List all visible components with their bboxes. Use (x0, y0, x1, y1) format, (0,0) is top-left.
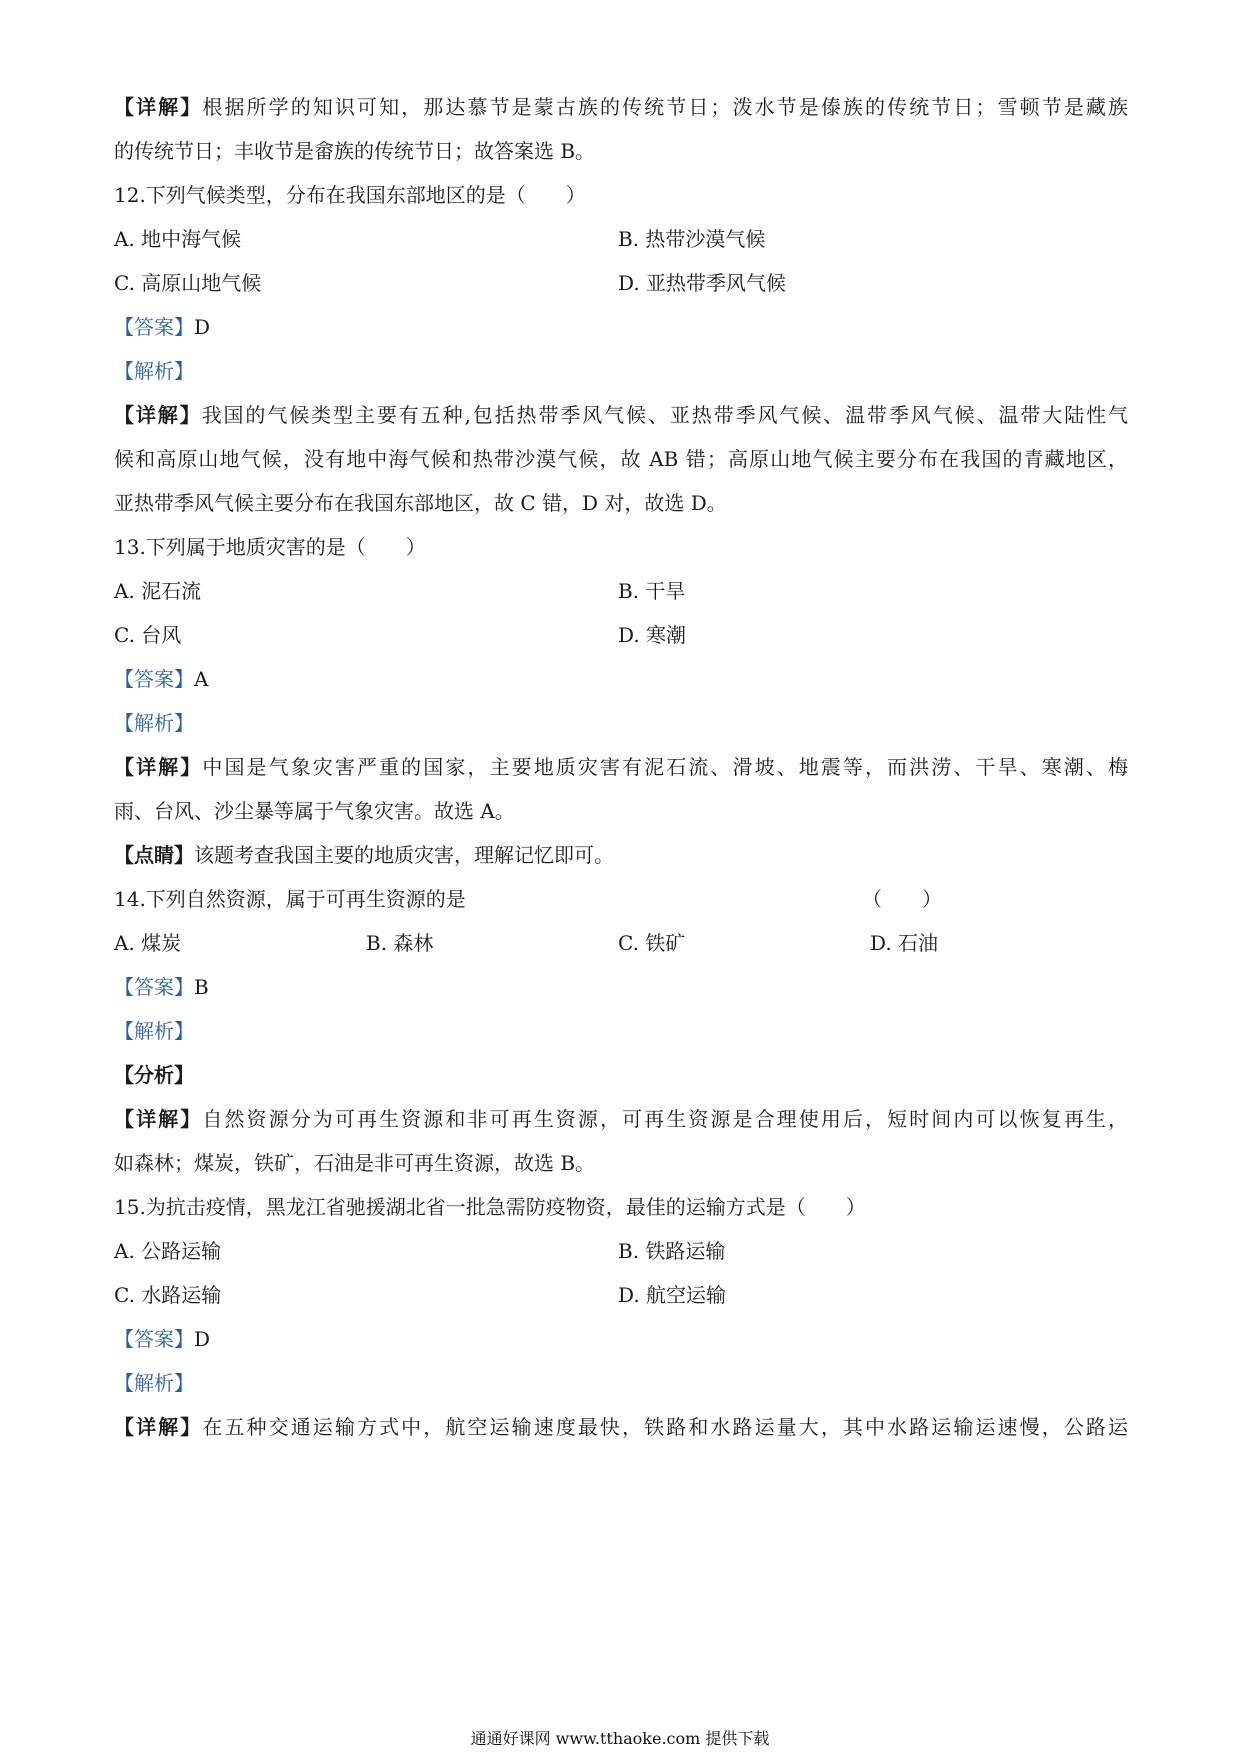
q13-detail-line-1: 【详解】中国是气象灾害严重的国家，主要地质灾害有泥石流、滑坡、地震等，而洪涝、干旱、寒潮、梅 (114, 755, 1129, 779)
q13-option-c: C. 台风 (114, 623, 182, 647)
q12-analysis-tag: 【解析】 (114, 359, 194, 383)
q15-analysis-tag: 【解析】 (114, 1371, 194, 1395)
q14-detail-line-1: 【详解】自然资源分为可再生资源和非可再生资源，可再生资源是合理使用后，短时间内可以恢复再生， (114, 1107, 1129, 1131)
detail-tag: 【详解】 (114, 403, 202, 427)
q14-option-a: A. 煤炭 (114, 931, 182, 955)
q15-detail-line-1: 【详解】在五种交通运输方式中，航空运输速度最快，铁路和水路运量大，其中水路运输运速慢，公路运 (114, 1415, 1129, 1439)
q15-option-d: D. 航空运输 (618, 1283, 727, 1307)
q13-answer: 【答案】A (114, 667, 209, 691)
question-12-stem: 12.下列气候类型，分布在我国东部地区的是（ ） (114, 183, 586, 207)
prev-detail-line-1: 【详解】根据所学的知识可知，那达慕节是蒙古族的传统节日；泼水节是傣族的传统节日；雪顿节是藏族 (114, 95, 1129, 119)
q14-option-c: C. 铁矿 (618, 931, 686, 955)
q13-point: 【点睛】该题考查我国主要的地质灾害，理解记忆即可。 (114, 843, 614, 867)
q15-option-c: C. 水路运输 (114, 1283, 222, 1307)
q12-option-d: D. 亚热带季风气候 (618, 271, 787, 295)
question-15-stem: 15.为抗击疫情，黑龙江省驰援湖北省一批急需防疫物资，最佳的运输方式是（ ） (114, 1195, 866, 1219)
q14-option-d: D. 石油 (870, 931, 939, 955)
q13-option-a: A. 泥石流 (114, 579, 202, 603)
page-footer: 通通好课网 www.tthaoke.com 提供下载 (470, 1729, 770, 1748)
q15-option-b: B. 铁路运输 (618, 1239, 726, 1263)
q13-analysis-tag: 【解析】 (114, 711, 194, 735)
q13-option-b: B. 干旱 (618, 579, 686, 603)
q15-answer: 【答案】D (114, 1327, 211, 1351)
question-14-stem: 14.下列自然资源，属于可再生资源的是 (114, 887, 466, 911)
q12-detail-line-2: 候和高原山地气候，没有地中海气候和热带沙漠气候，故 AB 错；高原山地气候主要分布在我国的青藏地区， (114, 447, 1128, 471)
prev-detail-line-2: 的传统节日；丰收节是畲族的传统节日；故答案选 B。 (114, 139, 596, 163)
answer-tag: 【答案】 (114, 667, 194, 691)
detail-tag: 【详解】 (114, 1415, 203, 1439)
q12-detail-line-3: 亚热带季风气候主要分布在我国东部地区，故 C 错，D 对，故选 D。 (114, 491, 727, 515)
q12-option-c: C. 高原山地气候 (114, 271, 262, 295)
answer-tag: 【答案】 (114, 975, 194, 999)
q13-option-d: D. 寒潮 (618, 623, 687, 647)
q14-answer: 【答案】B (114, 975, 209, 999)
detail-tag: 【详解】 (114, 755, 203, 779)
question-13-stem: 13.下列属于地质灾害的是（ ） (114, 535, 426, 559)
q15-option-a: A. 公路运输 (114, 1239, 222, 1263)
point-tag: 【点睛】 (114, 843, 194, 867)
detail-tag: 【详解】 (114, 95, 203, 119)
q12-detail-line-1: 【详解】我国的气候类型主要有五种,包括热带季风气候、亚热带季风气候、温带季风气候、温带大陆性气 (114, 403, 1129, 427)
q12-answer: 【答案】D (114, 315, 211, 339)
q12-option-a: A. 地中海气候 (114, 227, 242, 251)
q13-detail-line-2: 雨、台风、沙尘暴等属于气象灾害。故选 A。 (114, 799, 515, 823)
q14-analysis-tag: 【解析】 (114, 1019, 194, 1043)
q14-paren: （ ） (862, 887, 942, 911)
answer-tag: 【答案】 (114, 315, 194, 339)
q14-fenxi-tag: 【分析】 (114, 1063, 194, 1087)
q14-detail-line-2: 如森林；煤炭，铁矿，石油是非可再生资源，故选 B。 (114, 1151, 596, 1175)
q14-option-b: B. 森林 (366, 931, 434, 955)
q12-option-b: B. 热带沙漠气候 (618, 227, 766, 251)
answer-tag: 【答案】 (114, 1327, 194, 1351)
detail-tag: 【详解】 (114, 1107, 203, 1131)
